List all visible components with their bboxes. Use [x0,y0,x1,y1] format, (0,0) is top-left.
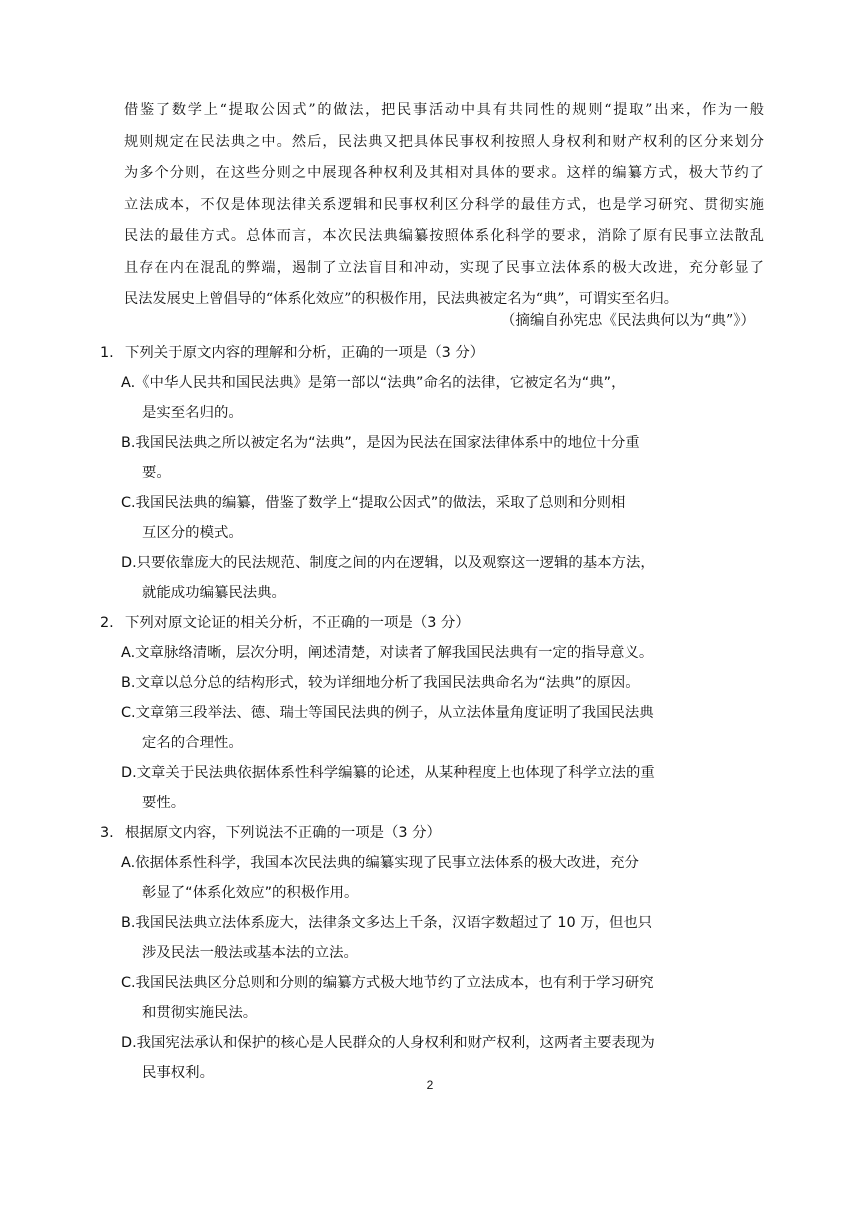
option-text-cont: 要。 [142,465,171,481]
question-number: 2. [100,615,114,631]
question-number: 3. [100,825,114,841]
question-1 [100,338,720,608]
option-b [100,428,720,488]
question-text: 根据原文内容，下列说法不正确的一项是（3 分） [125,825,441,841]
question-3 [100,818,720,1088]
option-text-cont: 就能成功编纂民法典。 [142,585,286,601]
option-b [100,668,720,698]
option-text: B.我国民法典立法体系庞大，法律条文多达上千条，汉语字数超过了 10 万，但也只 [121,915,653,931]
question-stem [100,338,720,368]
question-text: 下列关于原文内容的理解和分析，正确的一项是（3 分） [125,345,485,361]
option-b [100,908,720,968]
option-a [100,848,720,908]
option-text: C.文章第三段举法、德、瑞士等国民法典的例子，从立法体量角度证明了我国民法典 [121,705,654,721]
option-text-cont: 定名的合理性。 [142,735,243,751]
option-text: D.我国宪法承认和保护的核心是人民群众的人身权利和财产权利，这两者主要表现为 [121,1035,655,1051]
passage-line: 规则规定在民法典之中。然后，民法典又把具体民事权利按照人身权利和财产权利的区分来划分 [124,133,764,150]
option-text: B.文章以总分总的结构形式，较为详细地分析了我国民法典命名为“法典”的原因。 [121,675,640,691]
option-a [100,368,720,428]
page-number: 2 [426,1078,434,1092]
option-c [100,968,720,1028]
option-d [100,758,720,818]
option-text: C.我国民法典的编纂，借鉴了数学上“提取公因式”的做法，采取了总则和分则相 [121,495,626,511]
passage-line: 为多个分则，在这些分则之中展现各种权利及其相对具体的要求。这样的编纂方式，极大节约了 [124,165,764,181]
option-d [100,548,720,608]
passage-source: （摘编自孙宪忠《民法典何以为“典”》） [500,313,755,329]
passage-line: 民法的最佳方式。总体而言，本次民法典编纂按照体系化科学的要求，消除了原有民事立法散乱 [124,228,764,244]
option-text-cont: 民事权利。 [142,1065,214,1081]
question-text: 下列对原文论证的相关分析，不正确的一项是（3 分） [125,615,470,631]
option-text-cont: 要性。 [142,795,186,811]
passage-line: 且存在内在混乱的弊端，遏制了立法盲目和冲动，实现了民事立法体系的极大改进，充分彰显了 [124,259,764,276]
option-text-cont: 是实至名归的。 [142,405,243,421]
option-c [100,698,720,758]
question-list [100,338,720,1088]
option-text-cont: 彰显了“体系化效应”的积极作用。 [142,885,359,901]
option-text: D.文章关于民法典依据体系性科学编纂的论述，从某种程度上也体现了科学立法的重 [121,765,655,781]
passage-line: 借鉴了数学上“提取公因式”的做法，把民事活动中具有共同性的规则“提取”出来，作为一般 [124,102,764,118]
option-text: D.只要依靠庞大的民法规范、制度之间的内在逻辑，以及观察这一逻辑的基本方法， [121,555,655,571]
passage [124,95,764,316]
option-text: A.依据体系性科学，我国本次民法典的编纂实现了民事立法体系的极大改进，充分 [121,855,639,871]
passage-line: 立法成本，不仅是体现法律关系逻辑和民事权利区分科学的最佳方式，也是学习研究、贯彻实施 [124,196,764,213]
option-text: A.文章脉络清晰，层次分明，阐述清楚，对读者了解我国民法典有一定的指导意义。 [121,645,654,661]
question-stem [100,608,720,638]
option-text-cont: 互区分的模式。 [142,525,243,541]
option-text-cont: 和贯彻实施民法。 [142,1005,258,1021]
passage-line: 民法发展史上曾倡导的“体系化效应”的积极作用，民法典被定名为“典”，可谓实至名归。 [124,291,678,307]
option-text: C.我国民法典区分总则和分则的编纂方式极大地节约了立法成本，也有利于学习研究 [121,975,654,991]
question-stem [100,818,720,848]
option-a [100,638,720,668]
option-text-cont: 涉及民法一般法或基本法的立法。 [142,945,358,961]
question-2 [100,608,720,818]
option-text: B.我国民法典之所以被定名为“法典”，是因为民法在国家法律体系中的地位十分重 [121,435,640,451]
option-c [100,488,720,548]
question-number: 1. [100,345,114,361]
option-text: A.《中华人民共和国民法典》是第一部以“法典”命名的法律，它被定名为“典”， [121,375,626,391]
